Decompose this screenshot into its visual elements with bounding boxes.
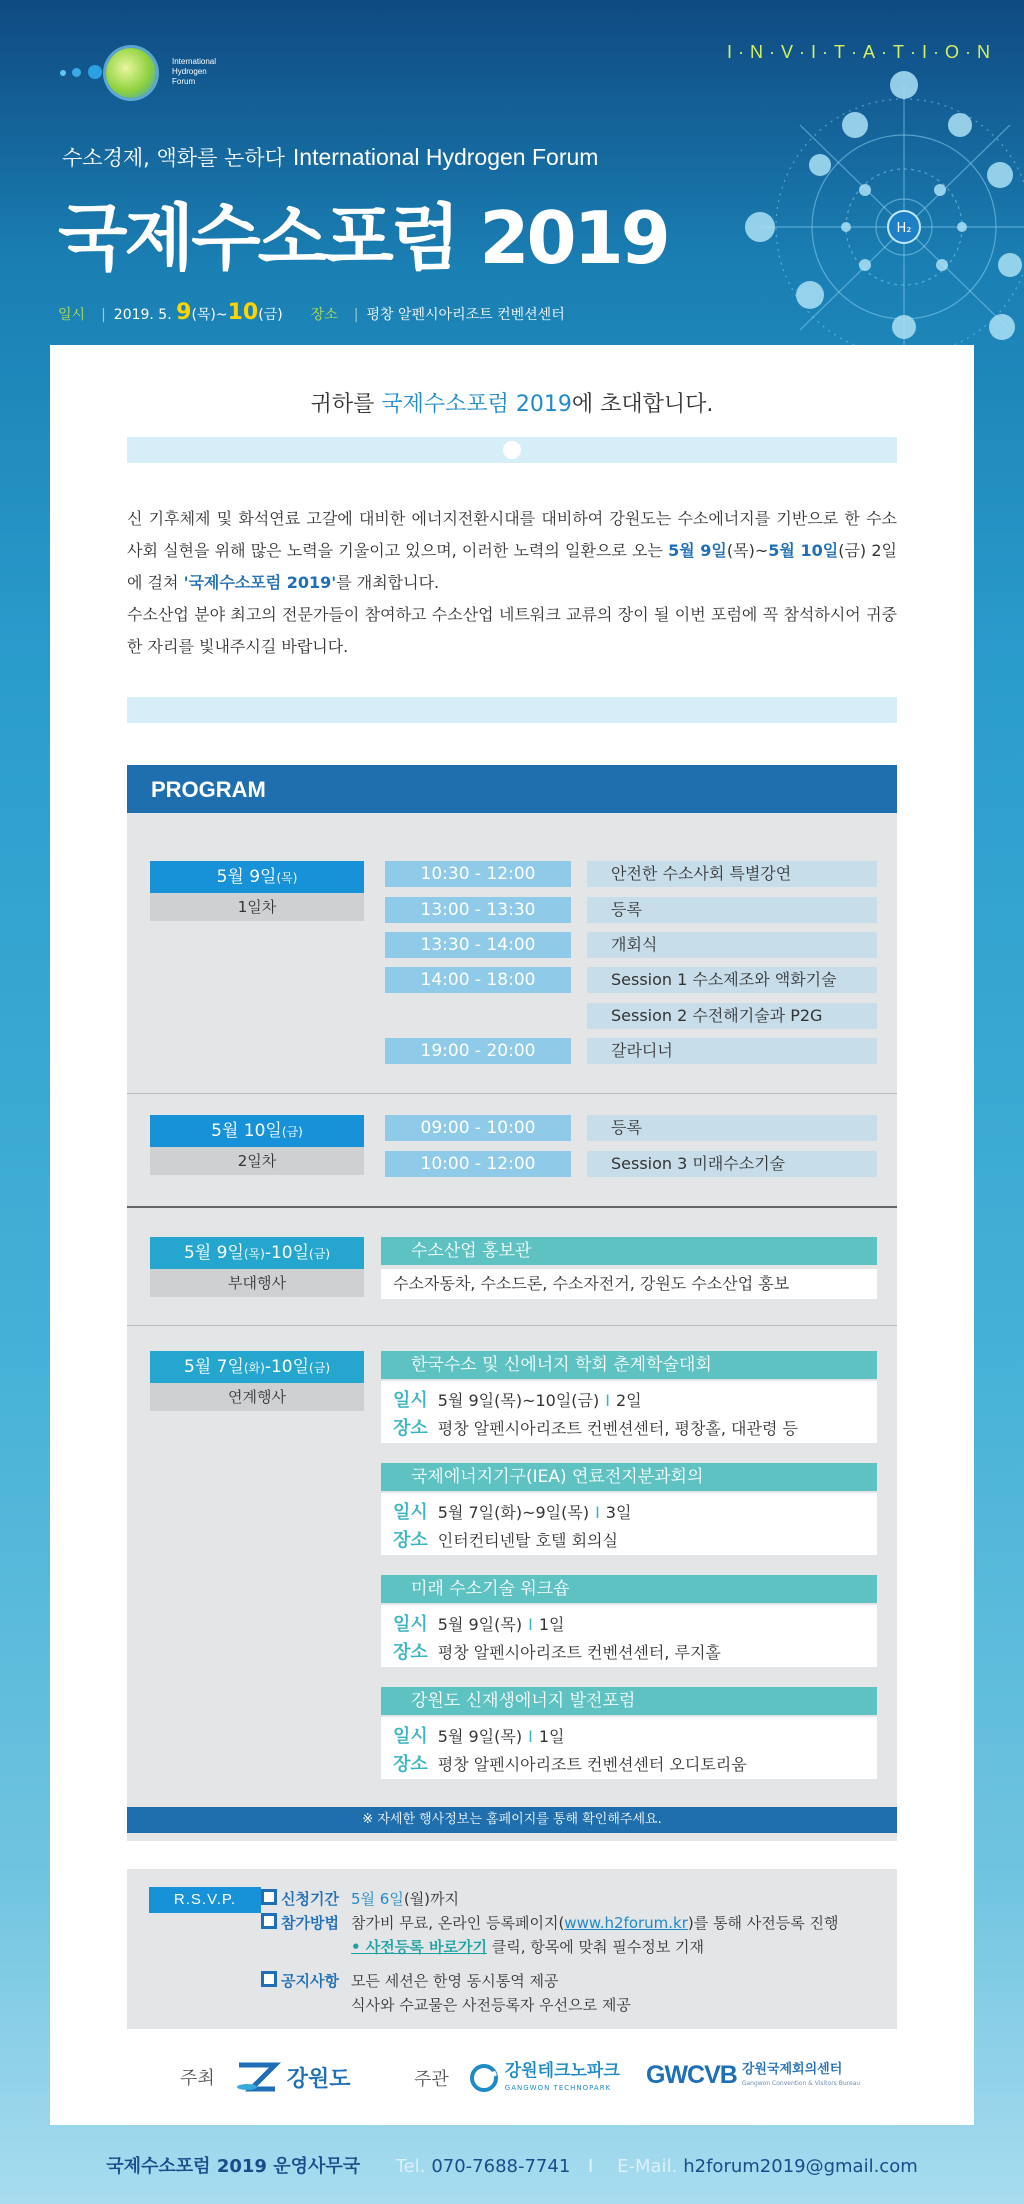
day1-time-2: 13:00 - 13:30: [385, 897, 571, 923]
day1-event-4: Session 1 수소제조와 액화기술: [587, 967, 877, 993]
technopark-logo-icon: [469, 2063, 499, 2093]
side-event-title: 수소산업 홍보관: [381, 1237, 877, 1265]
related-event-title-2: 국제에너지기구(IEA) 연료전지분과회의: [381, 1463, 877, 1491]
registration-link[interactable]: www.h2forum.kr: [564, 1914, 688, 1932]
day1-time-3: 13:30 - 14:00: [385, 932, 571, 958]
day1-event-5: Session 2 수전해기술과 P2G: [587, 1003, 877, 1029]
logo-dots-icon: [60, 42, 170, 102]
gangwon-logo-icon: [235, 2061, 281, 2093]
page-title: 국제수소포럼 2019: [58, 196, 668, 280]
side-event-body: 수소자동차, 수소드론, 수소자전거, 강원도 수소산업 홍보: [381, 1269, 877, 1299]
rsvp-notice-2: 식사와 수교물은 사전등록자 우선으로 제공: [351, 1996, 631, 2014]
organizer-cvb: GWCVB 강원국제회의센터 Gangwon Convention & Visitors Bureau: [646, 2061, 861, 2089]
network-center-label: H₂: [896, 221, 912, 236]
program-table: [127, 813, 897, 1841]
footer: 국제수소포럼 2019 운영사무국 Tel. 070-7688-7741 I E-Mail. h2forum2019@gmail.com: [106, 2156, 918, 2177]
related-event-label: 연계행사: [150, 1383, 364, 1411]
day2-event-1: 등록: [587, 1115, 877, 1141]
related-event-body-2: 일시 5월 7일(화)~9일(목) I 3일 장소 인터컨티넨탈 호텔 회의실: [381, 1493, 877, 1555]
related-event-body-4: 일시 5월 9일(목) I 1일 장소 평창 알펜시아리조트 컨벤션센터 오디토리움: [381, 1717, 877, 1779]
related-event-title-1: 한국수소 및 신에너지 학회 춘계학술대회: [381, 1351, 877, 1379]
divider: [127, 1325, 897, 1326]
day1-time-1: 10:30 - 12:00: [385, 861, 571, 887]
rsvp-method-detail: • 사전등록 바로가기 클릭, 항목에 맞춰 필수정보 기재: [351, 1938, 704, 1956]
email-link[interactable]: h2forum2019@gmail.com: [683, 2156, 918, 2177]
invite-line: 귀하를 국제수소포럼 2019에 초대합니다.: [310, 392, 714, 417]
related-event-title-4: 강원도 신재생에너지 발전포럼: [381, 1687, 877, 1715]
day2-date: 5월 10일(금): [150, 1115, 364, 1147]
day2-time-2: 10:00 - 12:00: [385, 1151, 571, 1177]
day1-event-1: 안전한 수소사회 특별강연: [587, 861, 877, 887]
related-event-title-3: 미래 수소기술 워크숍: [381, 1575, 877, 1603]
band-dot: [503, 441, 521, 459]
day1-time-5: 19:00 - 20:00: [385, 1038, 571, 1064]
day1-event-6: 갈라디너: [587, 1038, 877, 1064]
side-event-date: 5월 9일(목)-10일(금): [150, 1237, 364, 1269]
rsvp-period: 신청기간 5월 6일(월)까지: [261, 1887, 459, 1911]
phone-number: 070-7688-7741: [431, 2156, 571, 2177]
intro-text: 신 기후체제 및 화석연료 고갈에 대비한 에너지전환시대를 대비하여 강원도는 수소에너지를 기반으로 한 수소사회 실현을 위해 많은 노력을 기울이고 있으며, 이러한 노력의 일환으로 오는 5월 9일(목)~5월 10일(금) 2일에 걸쳐 '국제수소포럼 2019'를 개최합니다. 수소산업 분야 최고의 전문가들이 참여하고 수소산업 네트워크 교류의 장이 될 이번 포럼에 꼭 참석하시어 귀중한 자리를 빛내주시길 바랍니다.: [127, 509, 897, 656]
related-event-date: 5월 7일(화)-10일(금): [150, 1351, 364, 1383]
rsvp-section: [127, 1869, 897, 2029]
header: [0, 0, 1024, 345]
program-heading: PROGRAM: [127, 765, 897, 813]
divider: [127, 1206, 897, 1208]
invitation-label: I·N·V·I·T·A·T·I·O·N: [727, 42, 996, 62]
logo-text: International Hydrogen Forum: [172, 57, 217, 86]
day2-label: 2일차: [150, 1147, 364, 1175]
invitation-card: [50, 345, 974, 2125]
homepage-note: ※ 자세한 행사정보는 홈페이지를 통해 확인해주세요.: [127, 1807, 897, 1833]
host: 주최 강원도: [180, 2061, 351, 2093]
decor-band-top: [127, 437, 897, 463]
organizer: 주관 강원테크노파크 GANGWON TECHNOPARK: [414, 2061, 620, 2092]
side-event-label: 부대행사: [150, 1269, 364, 1297]
subtitle: 수소경제, 액화를 논하다 International Hydrogen Forum: [62, 144, 599, 170]
day1-event-2: 등록: [587, 897, 877, 923]
day1-time-4: 14:00 - 18:00: [385, 967, 571, 993]
day1-date: 5월 9일(목): [150, 861, 364, 893]
day1-label: 1일차: [150, 893, 364, 921]
day2-time-1: 09:00 - 10:00: [385, 1115, 571, 1141]
related-event-body-1: 일시 5월 9일(목)~10일(금) I 2일 장소 평창 알펜시아리조트 컨벤션센터, 평창홀, 대관령 등: [381, 1381, 877, 1443]
rsvp-notice: 공지사항 모든 세션은 한영 동시통역 제공: [261, 1969, 558, 1993]
event-meta: 일시 | 2019. 5. 9 (목) ~ 10 (금) 장소 | 평창 알펜시아리조트 컨벤션센터: [58, 300, 565, 325]
rsvp-tag: R.S.V.P.: [149, 1887, 261, 1913]
rsvp-method: 참가방법 참가비 무료, 온라인 등록페이지(www.h2forum.kr)를 통해 사전등록 진행: [261, 1911, 839, 1935]
day2-event-2: Session 3 미래수소기술: [587, 1151, 877, 1177]
pre-registration-shortcut[interactable]: • 사전등록 바로가기: [351, 1938, 487, 1956]
related-event-body-3: 일시 5월 9일(목) I 1일 장소 평창 알펜시아리조트 컨벤션센터, 루지홀: [381, 1605, 877, 1667]
forum-logo: [60, 42, 216, 102]
hydrogen-network-graphic: [720, 65, 1024, 355]
divider: [127, 1093, 897, 1094]
day1-event-3: 개회식: [587, 932, 877, 958]
decor-band-bottom: [127, 697, 897, 723]
